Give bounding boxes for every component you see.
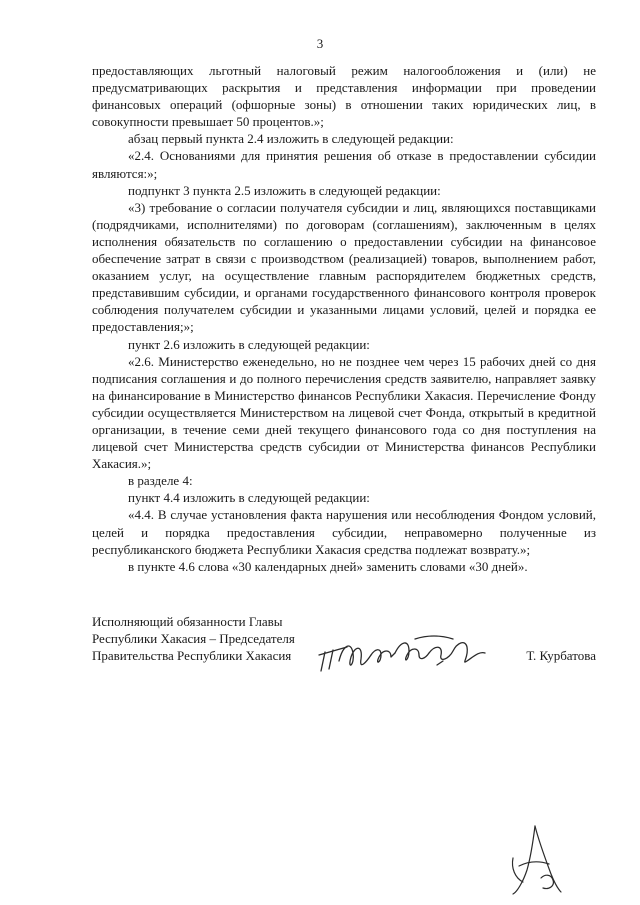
paragraph-amend-2-5-intro: подпункт 3 пункта 2.5 изложить в следующей редакции: [128,182,441,198]
paragraph-amend-4-4-intro: пункт 4.4 изложить в следующей редакции: [128,490,370,506]
signatory-title-line: Правительства Республики Хакасия [92,648,292,664]
paragraph-4-6-amendment: в пункте 4.6 слова «30 календарных дней» заменить словами «30 дней». [128,558,528,574]
handwritten-initials [505,822,565,897]
paragraph-section-4: в разделе 4: [128,473,193,489]
signatory-name: Т. Курбатова [526,648,596,663]
paragraph-amend-2-6-intro: пункт 2.6 изложить в следующей редакции: [128,336,370,352]
signature-block [92,613,596,665]
paragraph-2-6-text: «2.6. Министерство еженедельно, но не позднее чем через 15 рабочих дней со дня подписания соглашения и до полного перечисления средств заявителю, направляет заявку на финансирование в Министерство финансов Республики Хакасия. Перечисление Фонду субсидии осуществляется Министерством на лицевой счет Фонда, открытый в кредитной организации, в течение семи дней текущего финансового года со дня поступления на лицевой счет Министерства средств субсидии от Министерства финансов Республики Хакасия.»; [92,353,596,472]
paragraph-4-4-text: «4.4. В случае установления факта нарушения или несоблюдения Фондом условий, целей и порядка предоставления субсидии, неправомерно полученные из республиканского бюджета Республики Хакасия средства подлежат возврату.»; [92,507,596,557]
page-number: 3 [316,36,324,51]
paragraph-amend-2-4-intro: абзац первый пункта 2.4 изложить в следующей редакции: [128,131,454,147]
signatory-title-line: Республики Хакасия – Председателя [92,631,295,647]
paragraph-2-4-text: «2.4. Основаниями для принятия решения об отказе в предоставлении субсидии являются:»; [92,148,596,181]
paragraph-2-5-3-text: «3) требование о согласии получателя субсидии и лиц, являющихся поставщиками (подрядчиками, исполнителями) по договорам (соглашениям), заключенным в целях исполнения обязательств по соглашению о предоставлении субсидии на финансовое обеспечение затрат в связи с производством (реализацией) товаров, выполнением работ, оказанием услуг, на осуществление главным распорядителем бюджетных средств, представившим субсидии, и органами государственного финансового контроля проверок соблюдения получателем субсидии и указанными лицами условий, целей и порядка ее предоставления;»; [92,199,596,335]
paragraph-offshore-continuation: предоставляющих льготный налоговый режим налогообложения и (или) не предусматривающих раскрытия и представления информации при проведении финансовых операций (офшорные зоны) в отношении таких юридических лиц, в совокупности превышает 50 процентов.»; [92,63,596,130]
handwritten-signature [317,631,492,679]
signatory-title-line: Исполняющий обязанности Главы [92,614,283,629]
document-body [92,62,596,575]
